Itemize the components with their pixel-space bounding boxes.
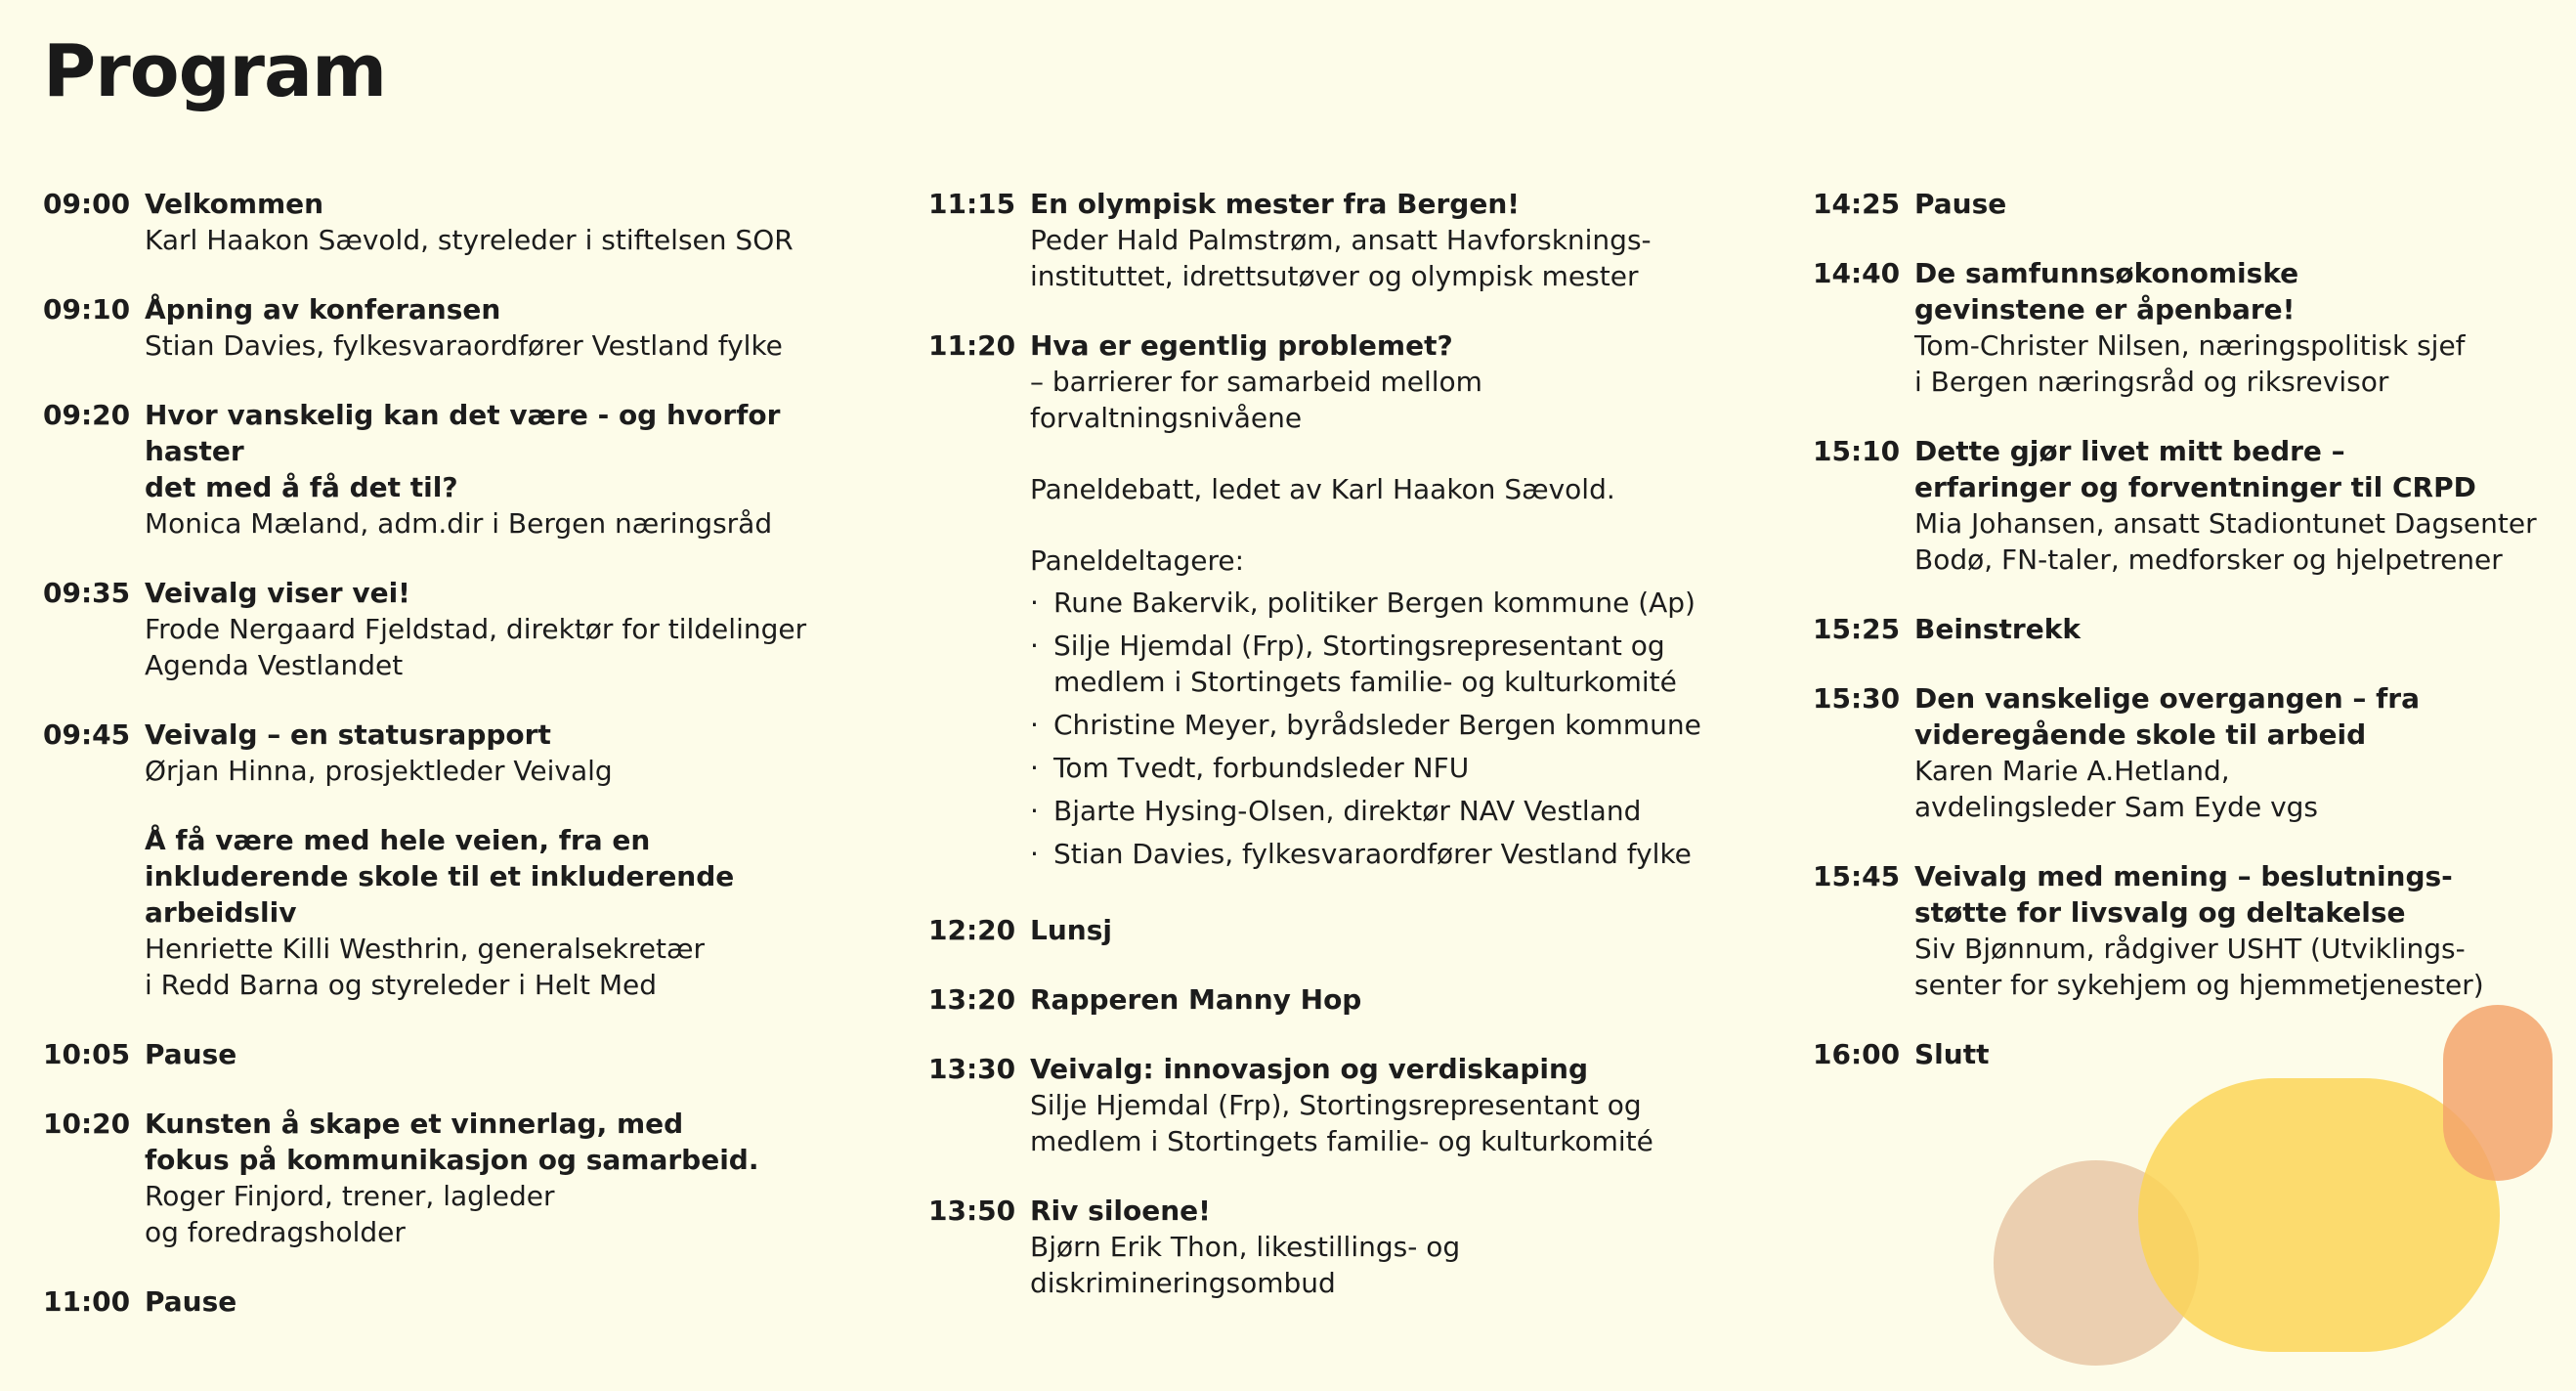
entry-speaker: Monica Mæland, adm.dir i Bergen næringsråd [145,507,773,540]
schedule-entry [1813,680,2575,825]
schedule-entry [928,186,1788,294]
bullet-icon: · [1030,795,1039,827]
panel-member [1030,585,1788,621]
entry-time: 13:20 [928,983,1016,1016]
entry-time: 13:30 [928,1053,1016,1085]
schedule-entry [43,822,874,1003]
bullet-icon: · [1030,587,1039,619]
entry-title: Den vanskelige overgangen – fra videregående skole til arbeid [1914,682,2421,751]
entry-time: 10:05 [43,1038,131,1070]
entry-title: Hvor vanskelig kan det være - og hvorfor haster det med å få det til? [145,399,781,503]
schedule-column-1 [43,186,874,1353]
page-title: Program [43,29,387,113]
schedule-entry [1813,255,2575,400]
entry-time: 14:25 [1813,188,1901,220]
entry-title: Riv siloene! [1030,1195,1211,1227]
entry-time: 09:00 [43,188,131,220]
schedule-entry [43,717,874,789]
schedule-entry [928,981,1788,1018]
entry-title: Hva er egentlig problemet? [1030,329,1453,362]
schedule-entry [43,291,874,364]
entry-speaker: Tom-Christer Nilsen, næringspolitisk sjef i Bergen næringsråd og riksrevisor [1914,329,2466,398]
panel-member-text: Tom Tvedt, forbundsleder NFU [1053,752,1470,784]
entry-title: Veivalg viser vei! [145,577,410,609]
entry-title: Lunsj [1030,914,1112,946]
entry-speaker: Karl Haakon Sævold, styreleder i stiftelsen SOR [145,224,794,256]
entry-time: 09:10 [43,293,131,326]
entry-title: Dette gjør livet mitt bedre – erfaringer og forventninger til CRPD [1914,435,2476,503]
panel-member-text: Bjarte Hysing-Olsen, direktør NAV Vestland [1053,795,1642,827]
entry-speaker: Frode Nergaard Fjeldstad, direktør for tildelinger Agenda Vestlandet [145,613,807,681]
panel-heading: Paneldeltagere: [1030,544,1245,577]
entry-time: 11:00 [43,1285,131,1318]
entry-speaker: Roger Finjord, trener, lagleder og foredragsholder [145,1180,555,1248]
schedule-entry [1813,186,2575,222]
entry-time: 11:15 [928,188,1016,220]
entry-time: 09:35 [43,577,131,609]
decor-orange-pill [2443,1005,2553,1181]
schedule-entry [1813,433,2575,578]
entry-title: En olympisk mester fra Bergen! [1030,188,1521,220]
entry-speaker: Siv Bjønnum, rådgiver USHT (Utviklings- senter for sykehjem og hjemmetjenester) [1914,933,2484,1001]
schedule-entry [43,1283,874,1320]
entry-title: Veivalg med mening – beslutnings- støtte for livsvalg og deltakelse [1914,860,2453,929]
entry-time: 14:40 [1813,257,1901,289]
entry-time: 11:20 [928,329,1016,362]
entry-speaker: Silje Hjemdal (Frp), Stortingsrepresentant og medlem i Stortingets familie- og kulturkomité [1030,1089,1653,1157]
panel-member-text: Rune Bakervik, politiker Bergen kommune (Ap) [1053,587,1696,619]
panel-member [1030,707,1788,743]
bullet-icon: · [1030,709,1039,741]
panel-member-text: Christine Meyer, byrådsleder Bergen kommune [1053,709,1701,741]
entry-time: 10:20 [43,1108,131,1140]
schedule-entry [928,912,1788,948]
entry-title: Å få være med hele veien, fra en inkluderende skole til et inkluderende arbeidsliv [145,824,735,929]
entry-time: 12:20 [928,914,1016,946]
entry-speaker: Henriette Killi Westhrin, generalsekretær i Redd Barna og styreleder i Helt Med [145,933,705,1001]
entry-title: Veivalg – en statusrapport [145,718,551,751]
entry-title: Beinstrekk [1914,613,2081,645]
entry-title: Pause [145,1285,237,1318]
panel-member-text: Silje Hjemdal (Frp), Stortingsrepresentant og medlem i Stortingets familie- og kulturkomité [1053,630,1677,698]
panel-member [1030,628,1788,700]
entry-time: 16:00 [1813,1038,1901,1070]
schedule-column-2 [928,186,1788,1334]
schedule-entry [928,327,1788,879]
entry-title: Velkommen [145,188,324,220]
entry-title: Rapperen Manny Hop [1030,983,1362,1016]
entry-speaker: Ørjan Hinna, prosjektleder Veivalg [145,755,613,787]
entry-time [43,822,145,1003]
entry-time: 13:50 [928,1195,1016,1227]
entry-time: 15:30 [1813,682,1901,715]
decorative-shapes [1954,968,2576,1391]
panel-member-list [1030,585,1788,872]
entry-time: 15:25 [1813,613,1901,645]
schedule-entry [43,397,874,542]
bullet-icon: · [1030,630,1039,662]
schedule-entry [1813,611,2575,647]
entry-title: Åpning av konferansen [145,293,501,326]
schedule-entry [43,1036,874,1072]
entry-title: Veivalg: innovasjon og verdiskaping [1030,1053,1589,1085]
schedule-entry [43,575,874,683]
panel-member [1030,793,1788,829]
panel-member [1030,836,1788,872]
panel-member-text: Stian Davies, fylkesvaraordfører Vestland fylke [1053,838,1692,870]
bullet-icon: · [1030,838,1039,870]
panel-member [1030,750,1788,786]
entry-time: 09:20 [43,399,131,431]
schedule-entry [928,1051,1788,1159]
entry-title: De samfunnsøkonomiske gevinstene er åpenbare! [1914,257,2299,326]
entry-time: 09:45 [43,718,131,751]
entry-time: 15:45 [1813,860,1901,892]
entry-speaker: Bjørn Erik Thon, likestillings- og diskrimineringsombud [1030,1231,1461,1299]
entry-speaker: Stian Davies, fylkesvaraordfører Vestland fylke [145,329,783,362]
entry-title: Slutt [1914,1038,1990,1070]
schedule-entry [43,1106,874,1250]
entry-speaker: Mia Johansen, ansatt Stadiontunet Dagsenter Bodø, FN-taler, medforsker og hjelpetrener [1914,507,2537,576]
panel-intro: Paneldebatt, ledet av Karl Haakon Sævold. [1030,473,1615,505]
schedule-entry [928,1193,1788,1301]
schedule-entry [43,186,874,258]
entry-title: Pause [145,1038,237,1070]
bullet-icon: · [1030,752,1039,784]
entry-speaker: – barrierer for samarbeid mellom forvaltningsnivåene [1030,366,1482,434]
entry-title: Pause [1914,188,2007,220]
entry-time: 15:10 [1813,435,1901,467]
entry-speaker: Karen Marie A.Hetland, avdelingsleder Sam Eyde vgs [1914,755,2319,823]
entry-speaker: Peder Hald Palmstrøm, ansatt Havforsknings- instituttet, idrettsutøver og olympisk mester [1030,224,1652,292]
entry-title: Kunsten å skape et vinnerlag, med fokus på kommunikasjon og samarbeid. [145,1108,759,1176]
